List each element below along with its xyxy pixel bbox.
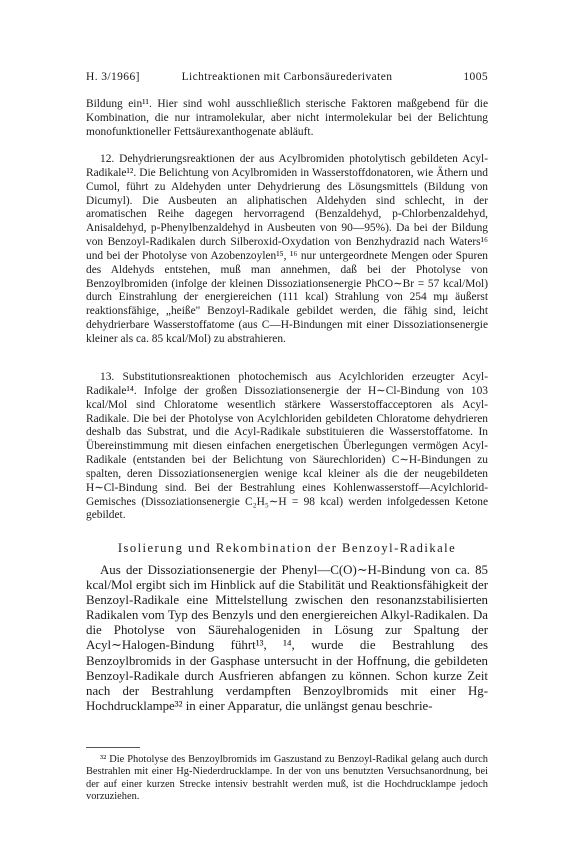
journal-issue: H. 3/1966] [86,71,140,83]
running-title: Lichtreaktionen mit Carbonsäurederivaten [181,71,393,83]
paragraph-1: Bildung ein¹¹. Hier sind wohl ausschließlich sterische Faktoren maßgebend für die Kombination, die nur intramolekular, aber nicht intermolekular bei der Belichtung monofunktioneller Fettsäurexanthogenate abläuft. [86,98,488,138]
paragraph-section-12: 12. Dehydrierungsreaktionen der aus Acylbromiden photolytisch gebildeten Acyl-Radikale¹². Die Belichtung von Acylbromiden in Wasserstoffdonatoren, wie Äthern und Cumol, führt zu Aldehyden unter Dehydrierung des Lösungsmittels (Bildung von Dicumyl). Die Ausbeuten an aliphatischen Aldehyden sind schlecht, in der aromatischen Reihe dagegen hervorragend (Benzaldehyd, p-Chlorbenzaldehyd, Anisaldehyd, p-Phenylbenzaldehyd in Ausbeuten von 90—95%). Da bei der Bildung von Benzoyl-Radikalen durch Silberoxid-Oxydation von Benzhydrazid nach Waters¹⁶ und bei der Photolyse von Azobenzoylen¹⁵, ¹⁶ nur untergeordnete Mengen oder Spuren des Aldehyds entstehen, muß man annehmen, daß bei der Photolyse von Benzoylbromiden (infolge der kleinen Dissoziationsenergie PhCO∼Br = 57 kcal/Mol) durch Einstrahlung der energiereichen (111 kcal) Strahlung von 254 mμ äußerst reaktionsfähige, „heiße" Benzoyl-Radikale gebildet werden, die fähig sind, leicht dehydrierbare Wasserstoffatome (aus C—H-Bindungen mit einer Dissoziationsenergie kleiner als ca. 85 kcal/Mol) zu abstrahieren. [86,153,488,345]
paragraph-section-13: 13. Substitutionsreaktionen photochemisch aus Acylchloriden erzeugter Acyl-Radikale¹⁴. Infolge der großen Dissoziationsenergie der H∼Cl-Bindung von 103 kcal/Mol sind Chloratome wesentlich stärkere Wasserstoffacceptoren als Acyl-Radikale. Die bei der Photolyse von Acylchloriden gebildeten Chloratome dehydrieren deshalb das Substrat, und die Acyl-Radikale substituieren die Wasserstoffatome. In Übereinstimmung mit diesen einfachen energetischen Überlegungen vermögen Acyl-Radikale (entstanden bei der Belichtung von Säurechloriden) C∼H-Bindungen zu spalten, deren Dissoziationsenergien wenige kcal kleiner als die der neugebildeten H∼Cl-Bindung sind. Bei der Bestrahlung eines Kohlenwasserstoff—Acylchlorid-Gemisches (Dissoziationsenergie C₂H₅∼H = 98 kcal) werden infolgedessen Ketone gebildet. [86,371,488,522]
running-header [86,71,488,87]
section-heading: Isolierung und Rekombination der Benzoyl-Radikale [117,541,457,555]
paragraph-main: Aus der Dissoziationsenergie der Phenyl—C(O)∼H-Bindung von ca. 85 kcal/Mol ergibt sich im Hinblick auf die Stabilität und Reaktionsfähigkeit der Benzoyl-Radikale eine Mittelstellung zwischen den resonanzstabilisierten Radikalen vom Typ des Benzyls und den energiereichen Alkyl-Radikalen. Da die Photolyse von Säurehalogeniden in Lösung zur Spaltung der Acyl∼Halogen-Bindung führt¹³, ¹⁴, wurde die Bestrahlung des Benzoylbromids in der Gasphase untersucht in der Hoffnung, die gebildeten Benzoyl-Radikale durch Ausfrieren abfangen zu können. Schon kurze Zeit nach der Bestrahlung verdampften Benzoylbromids mit einer Hg-Hochdrucklampe³² in einer Apparatur, die unlängst genau beschrie- [86,563,488,713]
footnote-rule [86,747,140,748]
footnote-32: ³² Die Photolyse des Benzoylbromids im Gaszustand zu Benzoyl-Radikal gelang auch durch Bestrahlen mit einer Hg-Niederdrucklampe. In der von uns benutzten Versuchsanordnung, bei der auf einer kurzen Strecke intensiv bestrahlt werden muß, ist die Hochdrucklampe jedoch vorzuziehen. [86,754,488,803]
page-number: 1005 [463,71,488,83]
